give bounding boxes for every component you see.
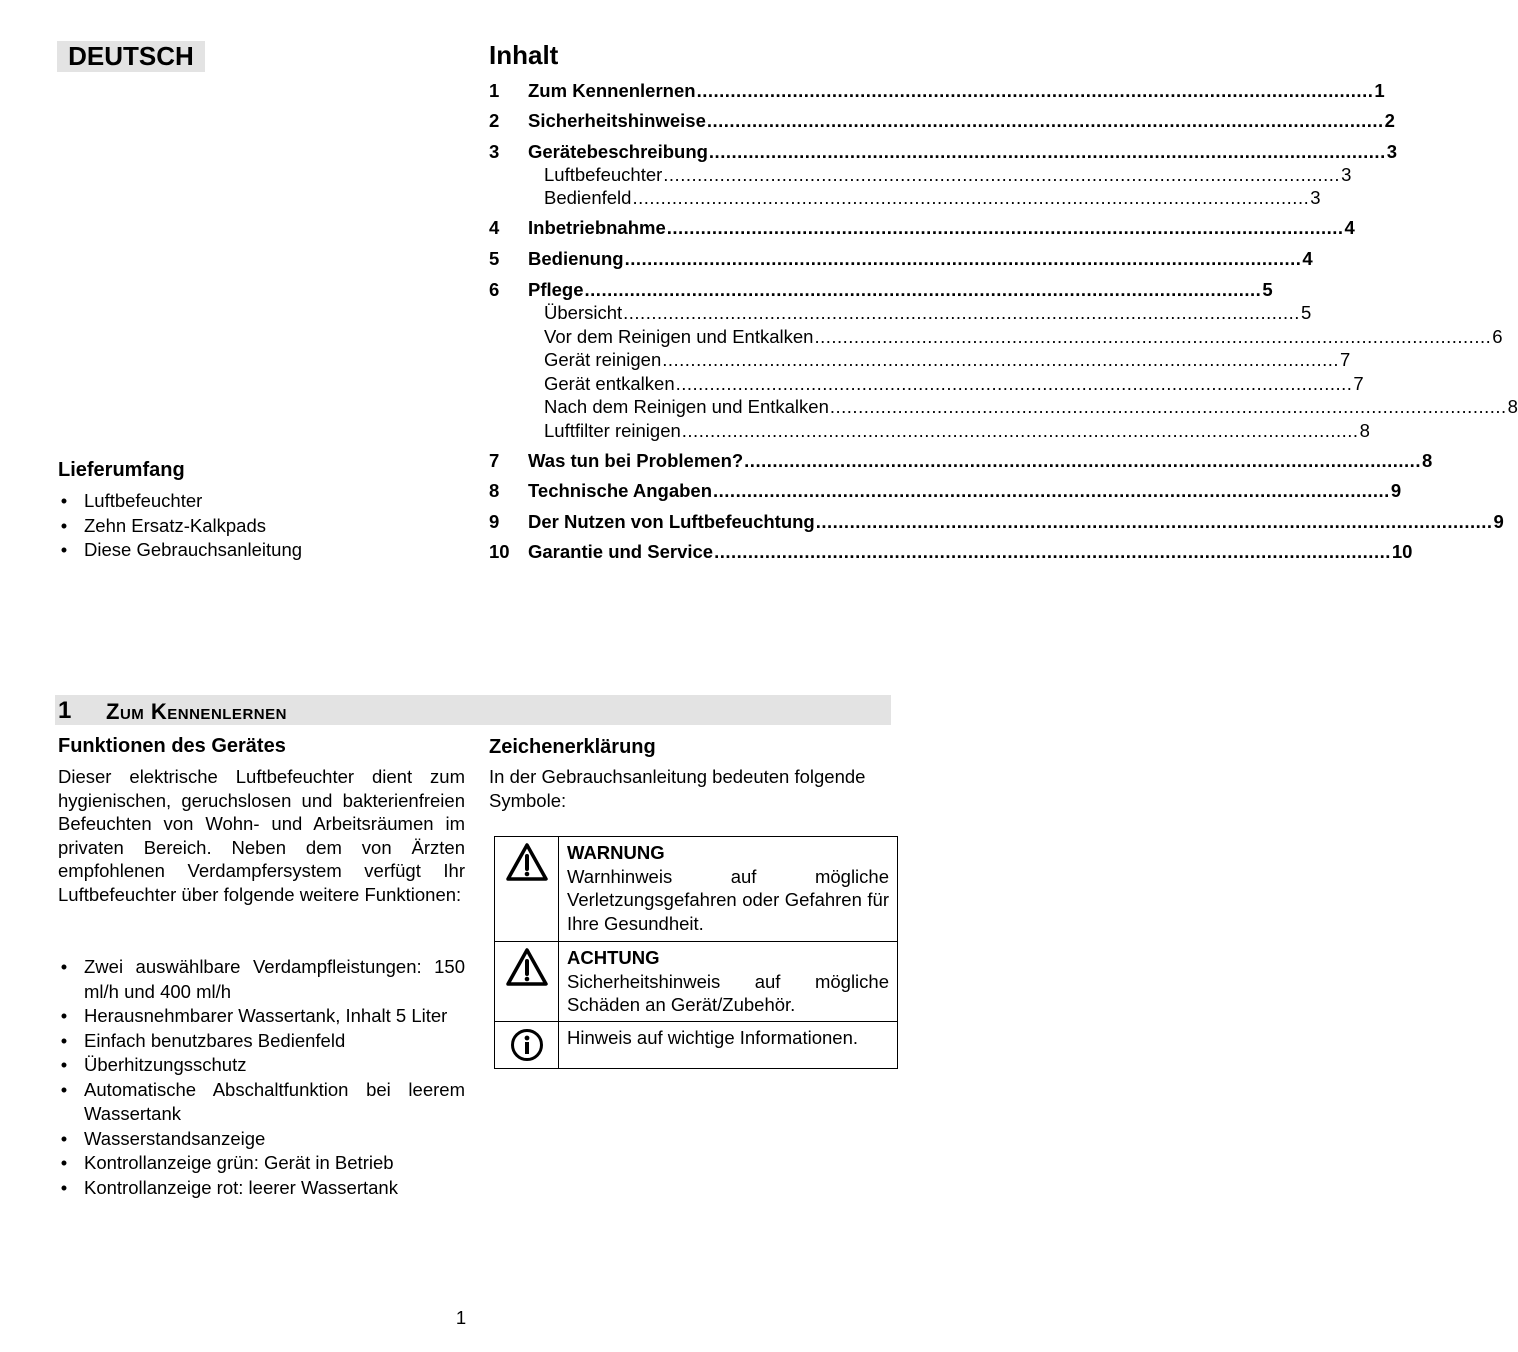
toc-entry <box>489 279 1273 301</box>
toc-entry <box>489 110 1395 132</box>
caution-triangle-icon <box>506 973 548 990</box>
toc-leader-dots: ........................................................................................................................ <box>714 541 1391 562</box>
toc-leader-dots: ........................................................................................................................ <box>663 164 1341 185</box>
toc-entry <box>489 248 1313 270</box>
toc-entry-number: 1 <box>489 80 500 101</box>
toc-entry-number: 2 <box>489 110 500 131</box>
toc-entry-page: 1 <box>1374 80 1385 101</box>
symbol-title: ACHTUNG <box>567 947 660 968</box>
toc-leader-dots: ........................................................................................................................ <box>681 420 1359 441</box>
lieferumfang-heading: Lieferumfang <box>58 459 185 481</box>
toc-entry-page: 8 <box>1421 450 1433 471</box>
toc-entry-label: Technische Angaben <box>528 480 713 501</box>
toc-entry <box>489 420 1370 442</box>
list-item: • Kontrollanzeige rot: leerer Wassertank <box>60 1176 398 1198</box>
toc-entry-number: 4 <box>489 217 500 238</box>
lieferumfang-list <box>58 489 378 563</box>
toc-entry <box>489 302 1312 324</box>
zeichenerklaerung-text: In der Gebrauchsanleitung bedeuten folgende Symbole: <box>489 766 866 811</box>
toc-entry <box>489 480 1402 502</box>
toc-entry-page: 6 <box>1492 326 1503 347</box>
toc-leader-dots: ........................................................................................................................ <box>623 302 1300 323</box>
toc-entry-label: Vor dem Reinigen und Entkalken <box>544 326 814 347</box>
toc-entry-label: Luftfilter reinigen <box>544 420 681 441</box>
toc-entry <box>489 164 1352 186</box>
list-item: • Einfach benutzbares Bedienfeld <box>60 1029 346 1051</box>
toc-entry-page: 3 <box>1386 141 1398 162</box>
funktionen-heading: Funktionen des Gerätes <box>58 735 286 757</box>
toc-leader-dots: ........................................................................................................................ <box>696 80 1374 101</box>
section-title: Zum Kennenlernen <box>106 699 287 724</box>
list-item: • Wasserstandsanzeige <box>60 1127 266 1149</box>
toc-entry-label: Nach dem Reinigen und Entkalken <box>544 396 829 417</box>
toc-entry-number: 3 <box>489 141 500 162</box>
toc-entry-page: 7 <box>1353 373 1364 394</box>
list-item: • Zehn Ersatz-Kalkpads <box>60 514 267 536</box>
table-row <box>495 942 898 1022</box>
page-number: 1 <box>455 1307 467 1328</box>
warning-triangle-icon <box>506 868 548 885</box>
toc-entry-label: Inbetriebnahme <box>528 217 666 238</box>
toc-entry-label: Bedienung <box>528 248 624 269</box>
toc-entry-page: 9 <box>1493 511 1504 532</box>
toc-entry-label: Pflege <box>528 279 584 300</box>
toc-leader-dots: ........................................................................................................................ <box>829 396 1507 417</box>
toc-leader-dots: ........................................................................................................................ <box>744 450 1421 471</box>
toc-leader-dots: ........................................................................................................................ <box>706 110 1384 131</box>
toc-entry-label: Garantie und Service <box>528 541 714 562</box>
toc-leader-dots: ........................................................................................................................ <box>584 279 1262 300</box>
funktionen-text: Dieser elektrische Luftbefeuchter dient zum hygienischen, geruchslosen und bakterienfreien Befeuchten von Wohn- und Arbeitsräumen im privaten Bereich. Neben dem von Ärzten empfohlenen Verdampfersystem verfügt Ihr Luftbefeuchter über folgende weitere Funktionen: <box>58 766 465 905</box>
toc-entry <box>489 326 1503 348</box>
list-item: • Kontrollanzeige grün: Gerät in Betrieb <box>60 1152 394 1173</box>
toc-entry-label: Luftbefeuchter <box>544 164 663 185</box>
toc-entry <box>489 187 1321 209</box>
list-item: • Diese Gebrauchsanleitung <box>60 539 303 560</box>
symbol-table <box>494 836 898 1069</box>
toc-entry-number: 10 <box>489 541 510 562</box>
language-label: DEUTSCH <box>57 41 205 72</box>
toc-entry-label: Was tun bei Problemen? <box>528 450 744 471</box>
toc-entry-page: 4 <box>1302 248 1313 269</box>
toc-entry-label: Gerät reinigen <box>544 349 662 370</box>
toc-leader-dots: ........................................................................................................................ <box>708 141 1386 162</box>
list-item: • Überhitzungsschutz <box>60 1054 247 1075</box>
toc-entry-label: Sicherheitshinweise <box>528 110 706 131</box>
list-item: • Herausnehmbarer Wassertank, Inhalt 5 Liter <box>60 1005 448 1026</box>
toc-entry-page: 9 <box>1390 480 1402 501</box>
toc-entry-page: 8 <box>1507 396 1518 417</box>
table-row <box>495 837 898 942</box>
toc-entry-page: 2 <box>1384 110 1395 131</box>
toc-entry-label: Der Nutzen von Luftbefeuchtung <box>528 511 815 532</box>
zeichenerklaerung-heading: Zeichenerklärung <box>489 736 656 758</box>
toc-entry-label: Übersicht <box>544 302 623 323</box>
toc-entry-page: 3 <box>1310 187 1321 208</box>
toc-entry-page: 5 <box>1300 302 1312 323</box>
toc-entry-page: 5 <box>1262 279 1273 300</box>
toc-leader-dots: ........................................................................................................................ <box>662 349 1340 370</box>
toc-leader-dots: ........................................................................................................................ <box>632 187 1310 208</box>
table-row <box>495 1022 898 1069</box>
toc-entry <box>489 373 1364 395</box>
toc-entry-label: Gerät entkalken <box>544 373 675 394</box>
toc-entry-page: 7 <box>1340 349 1351 370</box>
toc-entry-number: 6 <box>489 279 500 300</box>
toc-entry <box>489 349 1351 371</box>
list-item: • Zwei auswählbare Verdampfleistungen: 150 ml/h und 400 ml/h <box>60 956 465 1002</box>
list-item: • Automatische Abschaltfunktion bei leerem Wassertank <box>60 1078 465 1124</box>
toc-entry-page: 4 <box>1344 217 1355 238</box>
toc-leader-dots: ........................................................................................................................ <box>675 373 1353 394</box>
toc-entry <box>489 80 1385 102</box>
toc-entry <box>489 450 1433 472</box>
toc-entry-number: 5 <box>489 248 500 269</box>
toc-entry <box>489 217 1355 239</box>
toc-leader-dots: ........................................................................................................................ <box>713 480 1390 501</box>
toc-entry <box>489 396 1518 418</box>
funktionen-list <box>58 955 465 1200</box>
toc-leader-dots: ........................................................................................................................ <box>624 248 1302 269</box>
toc-leader-dots: ........................................................................................................................ <box>666 217 1344 238</box>
toc-entry <box>489 141 1398 163</box>
symbol-description: Sicherheitshinweis auf mögliche Schäden an Gerät/Zubehör. <box>567 970 889 1015</box>
toc-entry-page: 10 <box>1391 541 1413 562</box>
toc-title: Inhalt <box>489 40 559 70</box>
toc-entry-page: 8 <box>1359 420 1370 441</box>
toc-entry <box>489 511 1504 533</box>
symbol-description: Warnhinweis auf mögliche Verletzungsgefahren oder Gefahren für Ihre Gesundheit. <box>567 865 889 934</box>
symbol-title: WARNUNG <box>567 842 665 863</box>
toc-entry-number: 9 <box>489 511 500 532</box>
toc-entry-page: 3 <box>1341 164 1352 185</box>
toc-entry-number: 8 <box>489 480 500 501</box>
info-icon <box>510 1049 544 1066</box>
toc-entry <box>489 541 1413 563</box>
toc-entry-label: Zum Kennenlernen <box>528 80 696 101</box>
toc-entry-label: Gerätebeschreibung <box>528 141 708 162</box>
section-number: 1 <box>58 697 72 724</box>
list-item: • Luftbefeuchter <box>60 490 203 511</box>
toc-leader-dots: ........................................................................................................................ <box>814 326 1492 347</box>
toc-leader-dots: ........................................................................................................................ <box>815 511 1493 532</box>
toc-entry-number: 7 <box>489 450 500 471</box>
toc-entry-label: Bedienfeld <box>544 187 632 208</box>
symbol-description: Hinweis auf wichtige Informationen. <box>567 1027 859 1048</box>
